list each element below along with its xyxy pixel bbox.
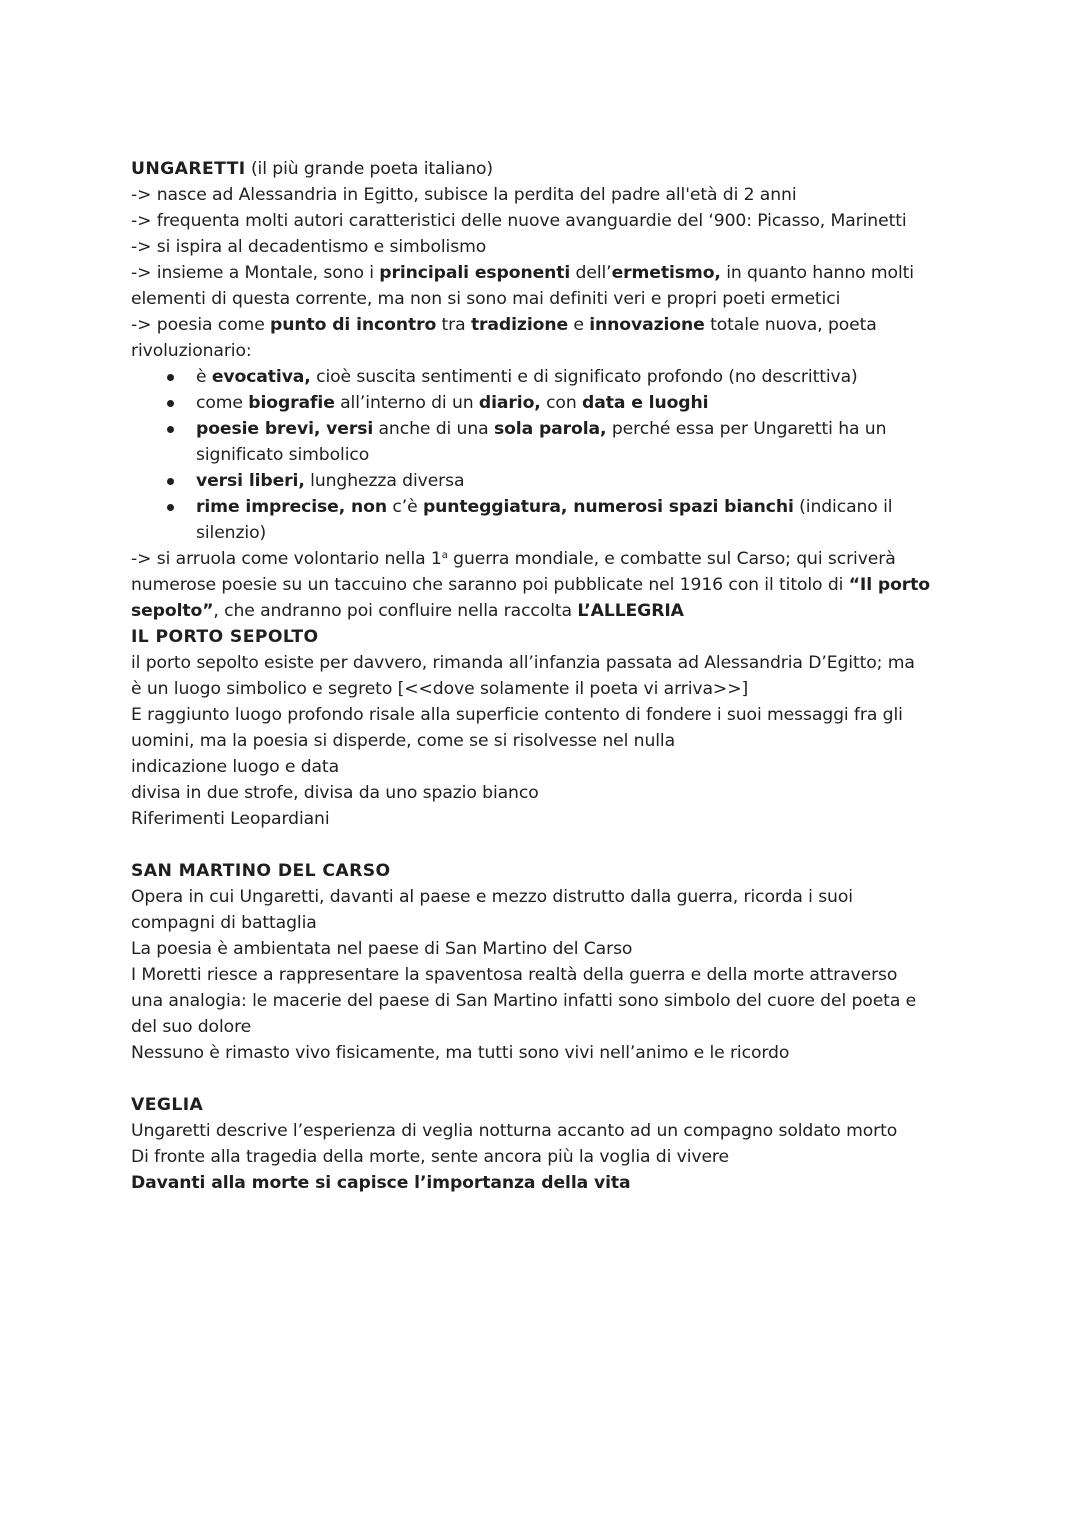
- bold-span: biografie: [248, 393, 335, 413]
- superscript: a: [441, 550, 448, 561]
- text-span: in quanto hanno molti: [720, 263, 914, 283]
- text-line: il porto sepolto esiste per davvero, rimanda all’infanzia passata ad Alessandria D’Egitto; ma: [131, 653, 915, 673]
- text-line: Nessuno è rimasto vivo fisicamente, ma tutti sono vivi nell’animo e le ricordo: [131, 1043, 790, 1063]
- text-line: Di fronte alla tragedia della morte, sente ancora più la voglia di vivere: [131, 1147, 729, 1167]
- text-line: significato simbolico: [196, 445, 370, 465]
- text-line: E raggiunto luogo profondo risale alla superficie contento di fondere i suoi messaggi fra gli: [131, 705, 903, 725]
- text-span: dell’: [570, 263, 612, 283]
- text-line: uomini, ma la poesia si disperde, come se si risolvesse nel nulla: [131, 731, 676, 751]
- bold-span: evocativa,: [211, 367, 311, 387]
- text-line: Davanti alla morte si capisce l’importanza della vita: [131, 1173, 631, 1193]
- list-item: [131, 494, 951, 546]
- text-line: divisa in due strofe, divisa da uno spazio bianco: [131, 783, 539, 803]
- bold-span: innovazione: [589, 315, 705, 335]
- text-span: -> insieme a Montale, sono i: [131, 263, 380, 283]
- section-subtitle: (il più grande poeta italiano): [245, 159, 494, 179]
- bold-span: punto di incontro: [270, 315, 437, 335]
- bold-span: ermetismo,: [611, 263, 721, 283]
- text-span: con: [540, 393, 583, 413]
- section-title: UNGARETTI: [131, 159, 246, 179]
- bold-span: rime imprecise, non: [196, 497, 388, 517]
- text-span: tra: [436, 315, 471, 335]
- text-span: totale nuova, poeta: [704, 315, 877, 335]
- spacer: [131, 832, 951, 858]
- section-porto-sepolto: [131, 624, 951, 832]
- list-item: [131, 416, 951, 468]
- text-line: elementi di questa corrente, ma non si sono mai definiti veri e propri poeti ermetici: [131, 289, 841, 309]
- list-item: [131, 390, 951, 416]
- bold-span: data e luoghi: [582, 393, 709, 413]
- text-span: , che andranno poi confluire nella raccolta: [213, 601, 578, 621]
- text-line: I Moretti riesce a rappresentare la spaventosa realtà della guerra e della morte attraverso: [131, 965, 898, 985]
- section-title: VEGLIA: [131, 1095, 204, 1115]
- text-span: c’è: [387, 497, 423, 517]
- text-line: rivoluzionario:: [131, 341, 252, 361]
- bullet-icon: [167, 478, 174, 485]
- text-line: Opera in cui Ungaretti, davanti al paese e mezzo distrutto dalla guerra, ricorda i suoi: [131, 887, 853, 907]
- bold-span: tradizione: [470, 315, 569, 335]
- heading-line: [131, 156, 951, 182]
- spacer: [131, 1066, 951, 1092]
- text-span: è: [196, 367, 212, 387]
- text-line: -> frequenta molti autori caratteristici delle nuove avanguardie del ‘900: Picasso, Marinetti: [131, 211, 907, 231]
- bold-span: sepolto”: [131, 601, 214, 621]
- bullet-icon: [167, 374, 174, 381]
- bullet-list: [131, 364, 951, 546]
- text-line: Riferimenti Leopardiani: [131, 809, 330, 829]
- bullet-icon: [167, 504, 174, 511]
- document-page: [131, 156, 951, 1196]
- text-line: [131, 260, 951, 286]
- text-span: all’interno di un: [334, 393, 479, 413]
- bullet-icon: [167, 400, 174, 407]
- text-line: [131, 598, 951, 624]
- text-line: [131, 546, 951, 572]
- text-span: anche di una: [373, 419, 494, 439]
- text-span: perché essa per Ungaretti ha un: [606, 419, 887, 439]
- text-span: cioè suscita sentimenti e di significato profondo (no descrittiva): [310, 367, 858, 387]
- bullet-icon: [167, 426, 174, 433]
- text-line: indicazione luogo e data: [131, 757, 340, 777]
- section-veglia: [131, 1092, 951, 1196]
- text-span: (indicano il: [793, 497, 893, 517]
- text-line: La poesia è ambientata nel paese di San Martino del Carso: [131, 939, 633, 959]
- section-san-martino: [131, 858, 951, 1066]
- text-line: una analogia: le macerie del paese di San Martino infatti sono simbolo del cuore del poeta e: [131, 991, 917, 1011]
- text-line: del suo dolore: [131, 1017, 252, 1037]
- text-line: [131, 572, 951, 598]
- text-span: numerose poesie su un taccuino che saranno poi pubblicate nel 1916 con il titolo di: [131, 575, 849, 595]
- bold-span: sola parola,: [493, 419, 607, 439]
- text-span: lunghezza diversa: [304, 471, 465, 491]
- bold-span: versi liberi,: [196, 471, 305, 491]
- bold-span: punteggiatura, numerosi spazi bianchi: [422, 497, 794, 517]
- bold-span: diario,: [478, 393, 541, 413]
- section-title: SAN MARTINO DEL CARSO: [131, 861, 391, 881]
- section-ungaretti: [131, 156, 951, 624]
- text-span: come: [196, 393, 249, 413]
- list-item: [131, 468, 951, 494]
- text-line: -> si ispira al decadentismo e simbolismo: [131, 237, 487, 257]
- text-line: [131, 312, 951, 338]
- bold-span: principali esponenti: [379, 263, 571, 283]
- text-span: -> si arruola come volontario nella 1: [131, 549, 442, 569]
- text-line: è un luogo simbolico e segreto [<<dove solamente il poeta vi arriva>>]: [131, 679, 749, 699]
- section-title: IL PORTO SEPOLTO: [131, 627, 319, 647]
- text-span: e: [568, 315, 590, 335]
- bold-span: L’ALLEGRIA: [577, 601, 684, 621]
- text-line: -> nasce ad Alessandria in Egitto, subisce la perdita del padre all'età di 2 anni: [131, 185, 797, 205]
- list-item: [131, 364, 951, 390]
- bold-span: “Il porto: [848, 575, 930, 595]
- text-span: -> poesia come: [131, 315, 271, 335]
- text-line: silenzio): [196, 523, 267, 543]
- text-line: Ungaretti descrive l’esperienza di veglia notturna accanto ad un compagno soldato morto: [131, 1121, 898, 1141]
- bold-span: poesie brevi, versi: [196, 419, 374, 439]
- text-span: guerra mondiale, e combatte sul Carso; qui scriverà: [447, 549, 896, 569]
- text-line: compagni di battaglia: [131, 913, 317, 933]
